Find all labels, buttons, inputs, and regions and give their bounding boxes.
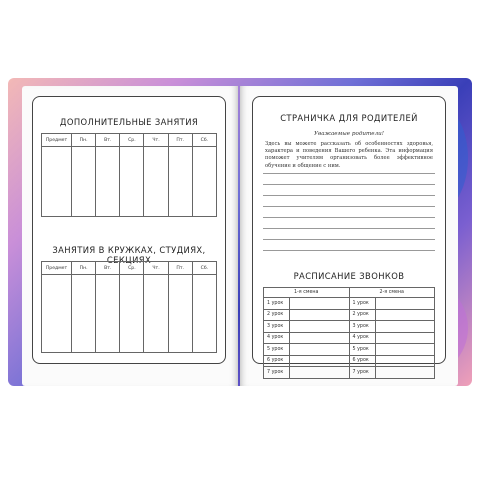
- lesson-label: 1 урок: [349, 298, 375, 310]
- table-cell[interactable]: [144, 147, 168, 217]
- extra-classes-table: [41, 133, 217, 217]
- lesson-label: 7 урок: [264, 367, 290, 379]
- col-header-thu: Чт.: [144, 262, 168, 275]
- table-cell[interactable]: [168, 147, 192, 217]
- lesson-label: 3 урок: [264, 321, 290, 333]
- table-cell[interactable]: [120, 147, 144, 217]
- clubs-table: [41, 261, 217, 353]
- greeting-text: Уважаемые родители!: [313, 131, 385, 137]
- table-cell[interactable]: [72, 147, 96, 217]
- time-cell[interactable]: [290, 309, 350, 321]
- shift-2-header: 2-я смена: [349, 288, 435, 298]
- writing-line[interactable]: [263, 217, 435, 218]
- col-header-subject: Предмет: [42, 262, 72, 275]
- table-cell[interactable]: [192, 275, 216, 353]
- writing-line[interactable]: [263, 228, 435, 229]
- col-header-tue: Вт.: [96, 134, 120, 147]
- lesson-label: 3 урок: [349, 321, 375, 333]
- lesson-label: 7 урок: [349, 367, 375, 379]
- writing-line[interactable]: [263, 195, 435, 196]
- table-cell[interactable]: [42, 275, 72, 353]
- col-header-wed: Ср.: [120, 134, 144, 147]
- lesson-label: 4 урок: [349, 332, 375, 344]
- time-cell[interactable]: [375, 298, 435, 310]
- table-cell[interactable]: [144, 275, 168, 353]
- section-title-bells: РАСПИСАНИЕ ЗВОНКОВ: [293, 271, 405, 281]
- parents-paragraph: Здесь вы можете рассказать об особенностях здоровья, характера и поведения Вашего ребенка. Эта информация поможет учителям организовать более эффективное обучение и общение с ним.: [265, 141, 433, 169]
- left-page-frame: [32, 96, 226, 364]
- time-cell[interactable]: [375, 321, 435, 333]
- section-title-parents: СТРАНИЧКА ДЛЯ РОДИТЕЛЕЙ: [280, 113, 418, 123]
- table-cell[interactable]: [96, 275, 120, 353]
- time-cell[interactable]: [375, 332, 435, 344]
- lesson-label: 2 урок: [264, 309, 290, 321]
- col-header-tue: Вт.: [96, 262, 120, 275]
- writing-line[interactable]: [263, 250, 435, 251]
- lesson-label: 1 урок: [264, 298, 290, 310]
- lesson-label: 2 урок: [349, 309, 375, 321]
- writing-line[interactable]: [263, 184, 435, 185]
- time-cell[interactable]: [290, 367, 350, 379]
- table-cell[interactable]: [96, 147, 120, 217]
- lesson-label: 5 урок: [349, 344, 375, 356]
- table-cell[interactable]: [192, 147, 216, 217]
- section-title-clubs: ЗАНЯТИЯ В КРУЖКАХ, СТУДИЯХ, СЕКЦИЯХ: [52, 245, 206, 265]
- lesson-label: 5 урок: [264, 344, 290, 356]
- col-header-mon: Пн.: [72, 262, 96, 275]
- lesson-label: 6 урок: [349, 355, 375, 367]
- time-cell[interactable]: [290, 355, 350, 367]
- time-cell[interactable]: [375, 367, 435, 379]
- time-cell[interactable]: [290, 321, 350, 333]
- col-header-mon: Пн.: [72, 134, 96, 147]
- right-page-frame: [252, 96, 446, 375]
- writing-line[interactable]: [263, 173, 435, 174]
- table-cell[interactable]: [120, 275, 144, 353]
- time-cell[interactable]: [290, 298, 350, 310]
- time-cell[interactable]: [375, 355, 435, 367]
- col-header-thu: Чт.: [144, 134, 168, 147]
- col-header-subject: Предмет: [42, 134, 72, 147]
- time-cell[interactable]: [375, 344, 435, 356]
- shift-1-header: 1-я смена: [264, 288, 350, 298]
- table-cell[interactable]: [72, 275, 96, 353]
- col-header-sat: Сб.: [192, 134, 216, 147]
- bell-schedule-table: [263, 287, 435, 379]
- time-cell[interactable]: [290, 344, 350, 356]
- right-page: [240, 86, 458, 386]
- time-cell[interactable]: [375, 309, 435, 321]
- section-title-extra-classes: ДОПОЛНИТЕЛЬНЫЕ ЗАНЯТИЯ: [59, 117, 199, 127]
- col-header-fri: Пт.: [168, 134, 192, 147]
- col-header-wed: Ср.: [120, 262, 144, 275]
- writing-line[interactable]: [263, 206, 435, 207]
- col-header-fri: Пт.: [168, 262, 192, 275]
- table-cell[interactable]: [168, 275, 192, 353]
- col-header-sat: Сб.: [192, 262, 216, 275]
- lesson-label: 6 урок: [264, 355, 290, 367]
- time-cell[interactable]: [290, 332, 350, 344]
- table-cell[interactable]: [42, 147, 72, 217]
- left-page: [22, 86, 238, 386]
- lesson-label: 4 урок: [264, 332, 290, 344]
- writing-line[interactable]: [263, 239, 435, 240]
